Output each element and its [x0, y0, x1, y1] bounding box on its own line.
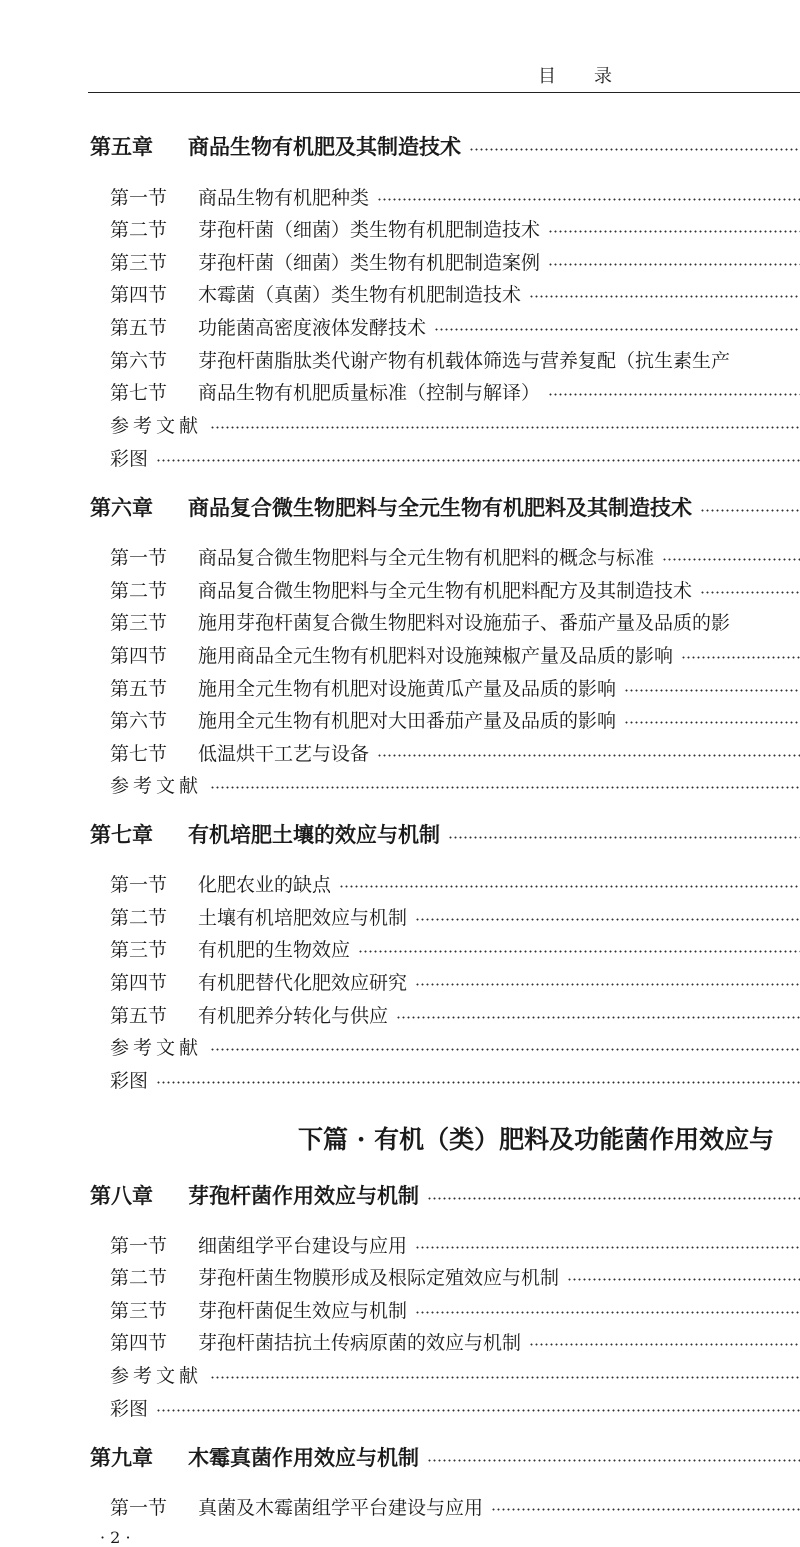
section-title: 芽孢杆菌（细菌）类生物有机肥制造案例 — [198, 251, 541, 274]
toc-references[interactable] — [110, 1030, 800, 1062]
section-number: 第三节 — [110, 938, 168, 961]
chapter-number: 第六章 — [90, 496, 153, 520]
dot-leader — [662, 558, 800, 561]
section-number: 第二节 — [110, 1266, 168, 1289]
toc-plates[interactable] — [110, 1391, 800, 1423]
section-title: 化肥农业的缺点 — [198, 873, 332, 896]
dot-leader — [377, 754, 800, 757]
section-number: 第五节 — [110, 677, 168, 700]
page-number: · 2 · — [100, 1528, 131, 1547]
references-label: 参考文献 — [110, 774, 203, 797]
references-label: 参考文献 — [110, 1036, 203, 1059]
dot-leader — [427, 1197, 800, 1200]
section-title: 芽孢杆菌脂肽类代谢产物有机载体筛选与营养复配（抗生素生产 — [198, 349, 731, 372]
toc-section[interactable] — [110, 932, 800, 964]
chapter-title: 商品生物有机肥及其制造技术 — [188, 135, 461, 159]
toc-section[interactable] — [110, 671, 800, 703]
section-title: 芽孢杆菌（细菌）类生物有机肥制造技术 — [198, 218, 541, 241]
toc-section[interactable] — [110, 638, 800, 670]
section-number: 第一节 — [110, 546, 168, 569]
toc-section[interactable] — [110, 212, 800, 244]
section-number: 第五节 — [110, 1004, 168, 1027]
toc-section[interactable] — [110, 900, 800, 932]
section-number: 第一节 — [110, 186, 168, 209]
toc-section[interactable] — [110, 540, 800, 572]
toc-chapter-5[interactable] — [90, 126, 800, 166]
dot-leader — [339, 885, 800, 888]
chapter-title: 商品复合微生物肥料与全元生物有机肥料及其制造技术 — [188, 496, 692, 520]
toc-section[interactable] — [110, 310, 800, 342]
chapter-number: 第八章 — [90, 1184, 153, 1208]
section-title: 施用全元生物有机肥对设施黄瓜产量及品质的影响 — [198, 677, 617, 700]
references-label: 参考文献 — [110, 414, 203, 437]
toc-section[interactable] — [110, 605, 800, 637]
section-title: 有机肥的生物效应 — [198, 938, 351, 961]
toc-section[interactable] — [110, 867, 800, 899]
section-number: 第六节 — [110, 349, 168, 372]
section-number: 第四节 — [110, 283, 168, 306]
toc-section[interactable] — [110, 573, 800, 605]
toc-section[interactable] — [110, 998, 800, 1030]
section-number: 第六节 — [110, 709, 168, 732]
section-number: 第一节 — [110, 873, 168, 896]
dot-leader — [156, 1081, 800, 1084]
toc-section[interactable] — [110, 736, 800, 768]
dot-leader — [415, 918, 800, 921]
section-number: 第七节 — [110, 381, 168, 404]
dot-leader — [529, 295, 800, 298]
section-title: 木霉菌（真菌）类生物有机肥制造技术 — [198, 283, 522, 306]
toc-references[interactable] — [110, 768, 800, 800]
toc-section[interactable] — [110, 277, 800, 309]
toc-plates[interactable] — [110, 1063, 800, 1095]
dot-leader — [156, 459, 800, 462]
section-number: 第三节 — [110, 1299, 168, 1322]
section-title: 商品生物有机肥质量标准（控制与解译） — [198, 381, 541, 404]
section-number: 第二节 — [110, 218, 168, 241]
toc-plates[interactable] — [110, 441, 800, 473]
toc-section[interactable] — [110, 965, 800, 997]
toc-chapter-6[interactable] — [90, 487, 800, 527]
dot-leader — [415, 1311, 800, 1314]
dot-leader — [700, 591, 800, 594]
section-number: 第七节 — [110, 742, 168, 765]
running-header: 目录 — [538, 66, 650, 87]
section-title: 商品复合微生物肥料与全元生物有机肥料的概念与标准 — [198, 546, 655, 569]
dot-leader — [548, 393, 800, 396]
plates-label: 彩图 — [110, 447, 149, 470]
chapter-title: 有机培肥土壤的效应与机制 — [188, 823, 440, 847]
dot-leader — [529, 1343, 800, 1346]
dot-leader — [415, 983, 800, 986]
toc-references[interactable] — [110, 1358, 800, 1390]
section-title: 有机肥养分转化与供应 — [198, 1004, 389, 1027]
toc-chapter-7[interactable] — [90, 814, 800, 854]
dot-leader — [396, 1016, 800, 1019]
dot-leader — [700, 509, 800, 512]
toc-section[interactable] — [110, 1228, 800, 1260]
dot-leader — [156, 1409, 800, 1412]
section-number: 第三节 — [110, 611, 168, 634]
section-title: 土壤有机培肥效应与机制 — [198, 906, 408, 929]
section-number: 第二节 — [110, 906, 168, 929]
section-title: 商品复合微生物肥料与全元生物有机肥料配方及其制造技术 — [198, 579, 693, 602]
plates-label: 彩图 — [110, 1069, 149, 1092]
section-number: 第一节 — [110, 1234, 168, 1257]
toc-chapter-8[interactable] — [90, 1175, 800, 1215]
toc-section[interactable] — [110, 245, 800, 277]
toc-chapter-9[interactable] — [90, 1437, 800, 1477]
chapter-number: 第七章 — [90, 823, 153, 847]
toc-references[interactable] — [110, 408, 800, 440]
dot-leader — [624, 689, 800, 692]
dot-leader — [491, 1508, 800, 1511]
plates-label: 彩图 — [110, 1397, 149, 1420]
section-number: 第一节 — [110, 1496, 168, 1519]
section-number: 第三节 — [110, 251, 168, 274]
dot-leader — [415, 1246, 800, 1249]
toc-section[interactable] — [110, 375, 800, 407]
section-number: 第四节 — [110, 1331, 168, 1354]
chapter-title: 芽孢杆菌作用效应与机制 — [188, 1184, 419, 1208]
section-title: 施用商品全元生物有机肥料对设施辣椒产量及品质的影响 — [198, 644, 674, 667]
dot-leader — [567, 1278, 800, 1281]
section-number: 第五节 — [110, 316, 168, 339]
toc-section[interactable] — [110, 703, 800, 735]
toc-section[interactable] — [110, 1260, 800, 1292]
references-label: 参考文献 — [110, 1364, 203, 1387]
dot-leader — [624, 721, 800, 724]
header-rule — [88, 92, 800, 93]
dot-leader — [681, 656, 800, 659]
section-title: 功能菌高密度液体发酵技术 — [198, 316, 427, 339]
section-title: 低温烘干工艺与设备 — [198, 742, 370, 765]
section-title: 商品生物有机肥种类 — [198, 186, 370, 209]
chapter-title: 木霉真菌作用效应与机制 — [188, 1446, 419, 1470]
section-title: 芽孢杆菌拮抗土传病原菌的效应与机制 — [198, 1331, 522, 1354]
section-title: 施用芽孢杆菌复合微生物肥料对设施茄子、番茄产量及品质的影 — [198, 611, 731, 634]
dot-leader — [210, 786, 800, 789]
section-title: 芽孢杆菌生物膜形成及根际定殖效应与机制 — [198, 1266, 560, 1289]
dot-leader — [469, 148, 800, 151]
chapter-number: 第五章 — [90, 135, 153, 159]
dot-leader — [548, 230, 800, 233]
section-title: 真菌及木霉菌组学平台建设与应用 — [198, 1496, 484, 1519]
section-title: 有机肥替代化肥效应研究 — [198, 971, 408, 994]
toc-section[interactable] — [110, 1490, 800, 1522]
section-title: 芽孢杆菌促生效应与机制 — [198, 1299, 408, 1322]
toc-section[interactable] — [110, 180, 800, 212]
dot-leader — [448, 836, 800, 839]
section-number: 第四节 — [110, 644, 168, 667]
dot-leader — [210, 426, 800, 429]
dot-leader — [377, 198, 800, 201]
section-number: 第二节 — [110, 579, 168, 602]
section-title: 施用全元生物有机肥对大田番茄产量及品质的影响 — [198, 709, 617, 732]
section-number: 第四节 — [110, 971, 168, 994]
part-title: 下篇 · 有机（类）肥料及功能菌作用效应与 — [298, 1125, 775, 1154]
toc-section[interactable] — [110, 1293, 800, 1325]
dot-leader — [548, 263, 800, 266]
dot-leader — [358, 950, 800, 953]
chapter-number: 第九章 — [90, 1446, 153, 1470]
dot-leader — [210, 1376, 800, 1379]
toc-section[interactable] — [110, 343, 800, 375]
dot-leader — [427, 1459, 800, 1462]
dot-leader — [434, 328, 800, 331]
toc-section[interactable] — [110, 1325, 800, 1357]
dot-leader — [210, 1048, 800, 1051]
section-title: 细菌组学平台建设与应用 — [198, 1234, 408, 1257]
